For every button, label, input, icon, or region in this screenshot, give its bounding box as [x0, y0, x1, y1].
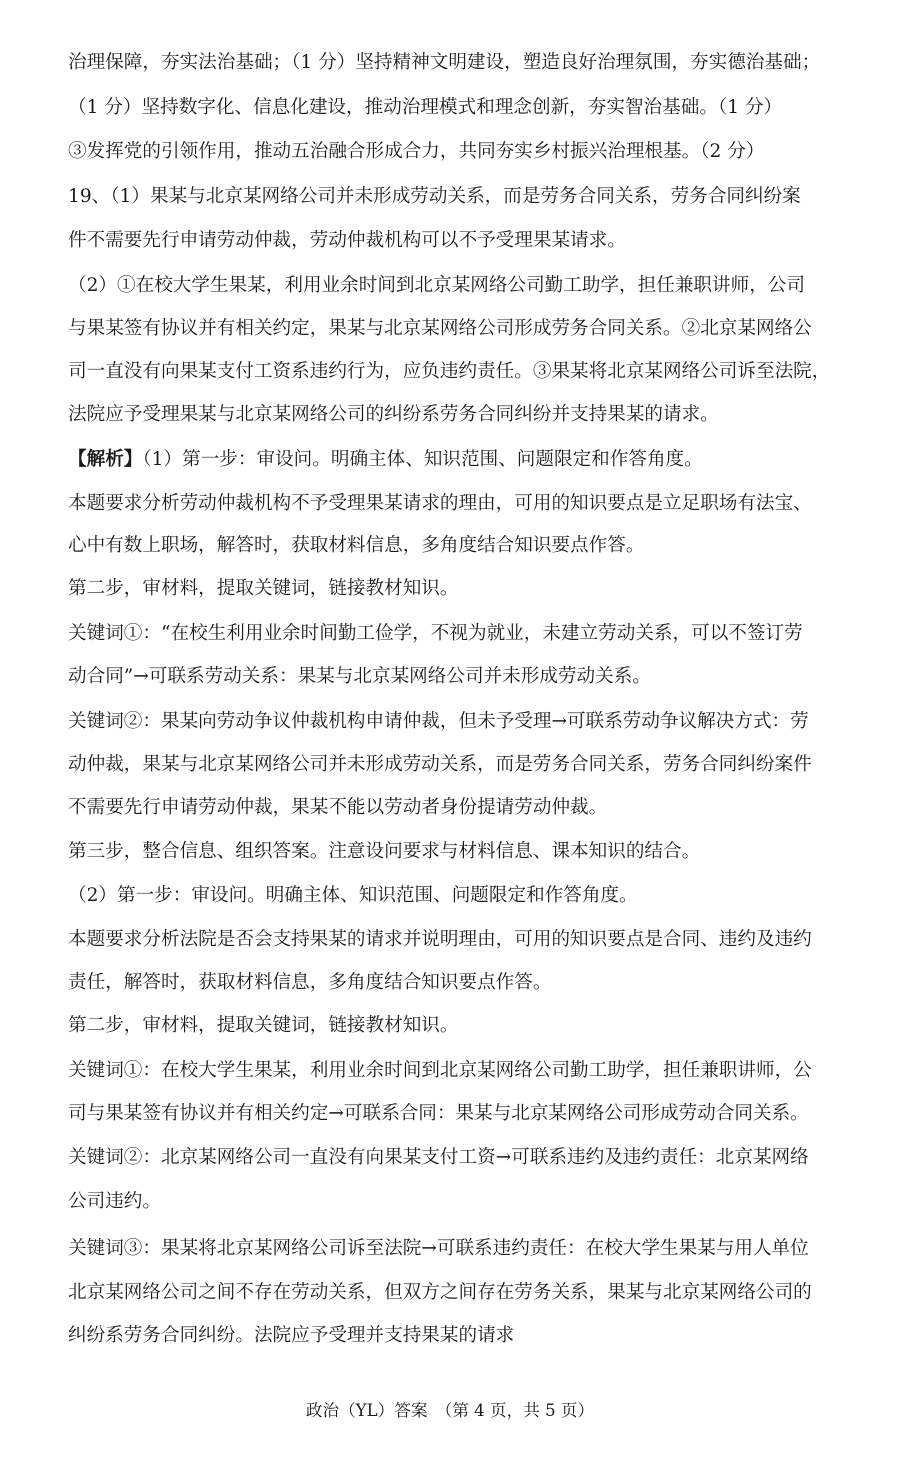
text-line: 第三步，整合信息、组织答案。注意设问要求与材料信息、课本知识的结合。	[68, 841, 701, 862]
text-line: 件不需要先行申请劳动仲裁，劳动仲裁机构可以不予受理果某请求。	[68, 230, 626, 251]
text-line: ③发挥党的引领作用，推动五治融合形成合力，共同夯实乡村振兴治理根基。（2 分）	[68, 141, 765, 162]
text-line: 关键词②：果某向劳动争议仲裁机构申请仲裁，但未予受理→可联系劳动争议解决方式：劳	[68, 711, 809, 732]
text-line: 治理保障，夯实法治基础；（1 分）坚持精神文明建设，塑造良好治理氛围，夯实德治基础；	[68, 52, 821, 73]
document-body	[68, 52, 852, 1347]
text-line: 责任，解答时，获取材料信息，多角度结合知识要点作答。	[68, 972, 552, 993]
text-line: 动合同”→可联系劳动关系：果某与北京某网络公司并未形成劳动关系。	[68, 666, 651, 687]
text-line: 司与果某签有协议并有相关约定→可联系合同：果某与北京某网络公司形成劳动合同关系。	[68, 1103, 809, 1124]
page-footer: 政治（YL）答案 （第 4 页，共 5 页）	[305, 1401, 595, 1420]
text-line: 本题要求分析法院是否会支持果某的请求并说明理由，可用的知识要点是合同、违约及违约	[68, 929, 812, 950]
text-line: （1 分）坚持数字化、信息化建设，推动治理模式和理念创新，夯实智治基础。（1 分）	[68, 97, 783, 118]
text-line: 关键词②：北京某网络公司一直没有向果某支付工资→可联系违约及违约责任：北京某网络	[68, 1147, 809, 1168]
text-line: 公司违约。	[68, 1191, 161, 1212]
text-line: 关键词①：在校大学生果某，利用业余时间到北京某网络公司勤工助学，担任兼职讲师，公	[68, 1060, 812, 1081]
text-line: 与果某签有协议并有相关约定，果某与北京某网络公司形成劳务合同关系。②北京某网络公	[68, 318, 812, 339]
text-line: 关键词③：果某将北京某网络公司诉至法院→可联系违约责任：在校大学生果某与用人单位	[68, 1238, 809, 1259]
text-line: 司一直没有向果某支付工资系违约行为，应负违约责任。③果某将北京某网络公司诉至法院，	[68, 361, 831, 382]
text-line: （2）①在校大学生果某，利用业余时间到北京某网络公司勤工助学，担任兼职讲师，公司	[68, 275, 805, 296]
text-line: 法院应予受理果某与北京某网络公司的纠纷系劳务合同纠纷并支持果某的请求。	[68, 404, 719, 425]
text-line: 19、（1）果某与北京某网络公司并未形成劳动关系，而是劳务合同关系，劳务合同纠纷案	[68, 186, 801, 207]
text-line: 北京某网络公司之间不存在劳动关系，但双方之间存在劳务关系，果某与北京某网络公司的	[68, 1282, 812, 1303]
text-line: 心中有数上职场，解答时，获取材料信息，多角度结合知识要点作答。	[68, 535, 645, 556]
analysis-step: （1）第一步：审设问。明确主体、知识范围、问题限定和作答角度。	[142, 449, 703, 470]
text-line: 关键词①：“在校生利用业余时间勤工俭学，不视为就业，未建立劳动关系，可以不签订劳	[68, 623, 803, 644]
analysis-heading-line	[68, 449, 852, 471]
text-line: （2）第一步：审设问。明确主体、知识范围、问题限定和作答角度。	[68, 885, 638, 906]
analysis-label: 【解析】	[68, 449, 143, 470]
text-line: 不需要先行申请劳动仲裁，果某不能以劳动者身份提请劳动仲裁。	[68, 797, 608, 818]
text-line: 动仲裁，果某与北京某网络公司并未形成劳动关系，而是劳务合同关系，劳务合同纠纷案件	[68, 754, 812, 775]
text-line: 第二步，审材料，提取关键词，链接教材知识。	[68, 578, 459, 599]
text-line: 本题要求分析劳动仲裁机构不予受理果某请求的理由，可用的知识要点是立足职场有法宝、	[68, 493, 812, 514]
text-line: 第二步，审材料，提取关键词，链接教材知识。	[68, 1015, 459, 1036]
text-line: 纠纷系劳务合同纠纷。法院应予受理并支持果某的请求	[68, 1325, 515, 1346]
